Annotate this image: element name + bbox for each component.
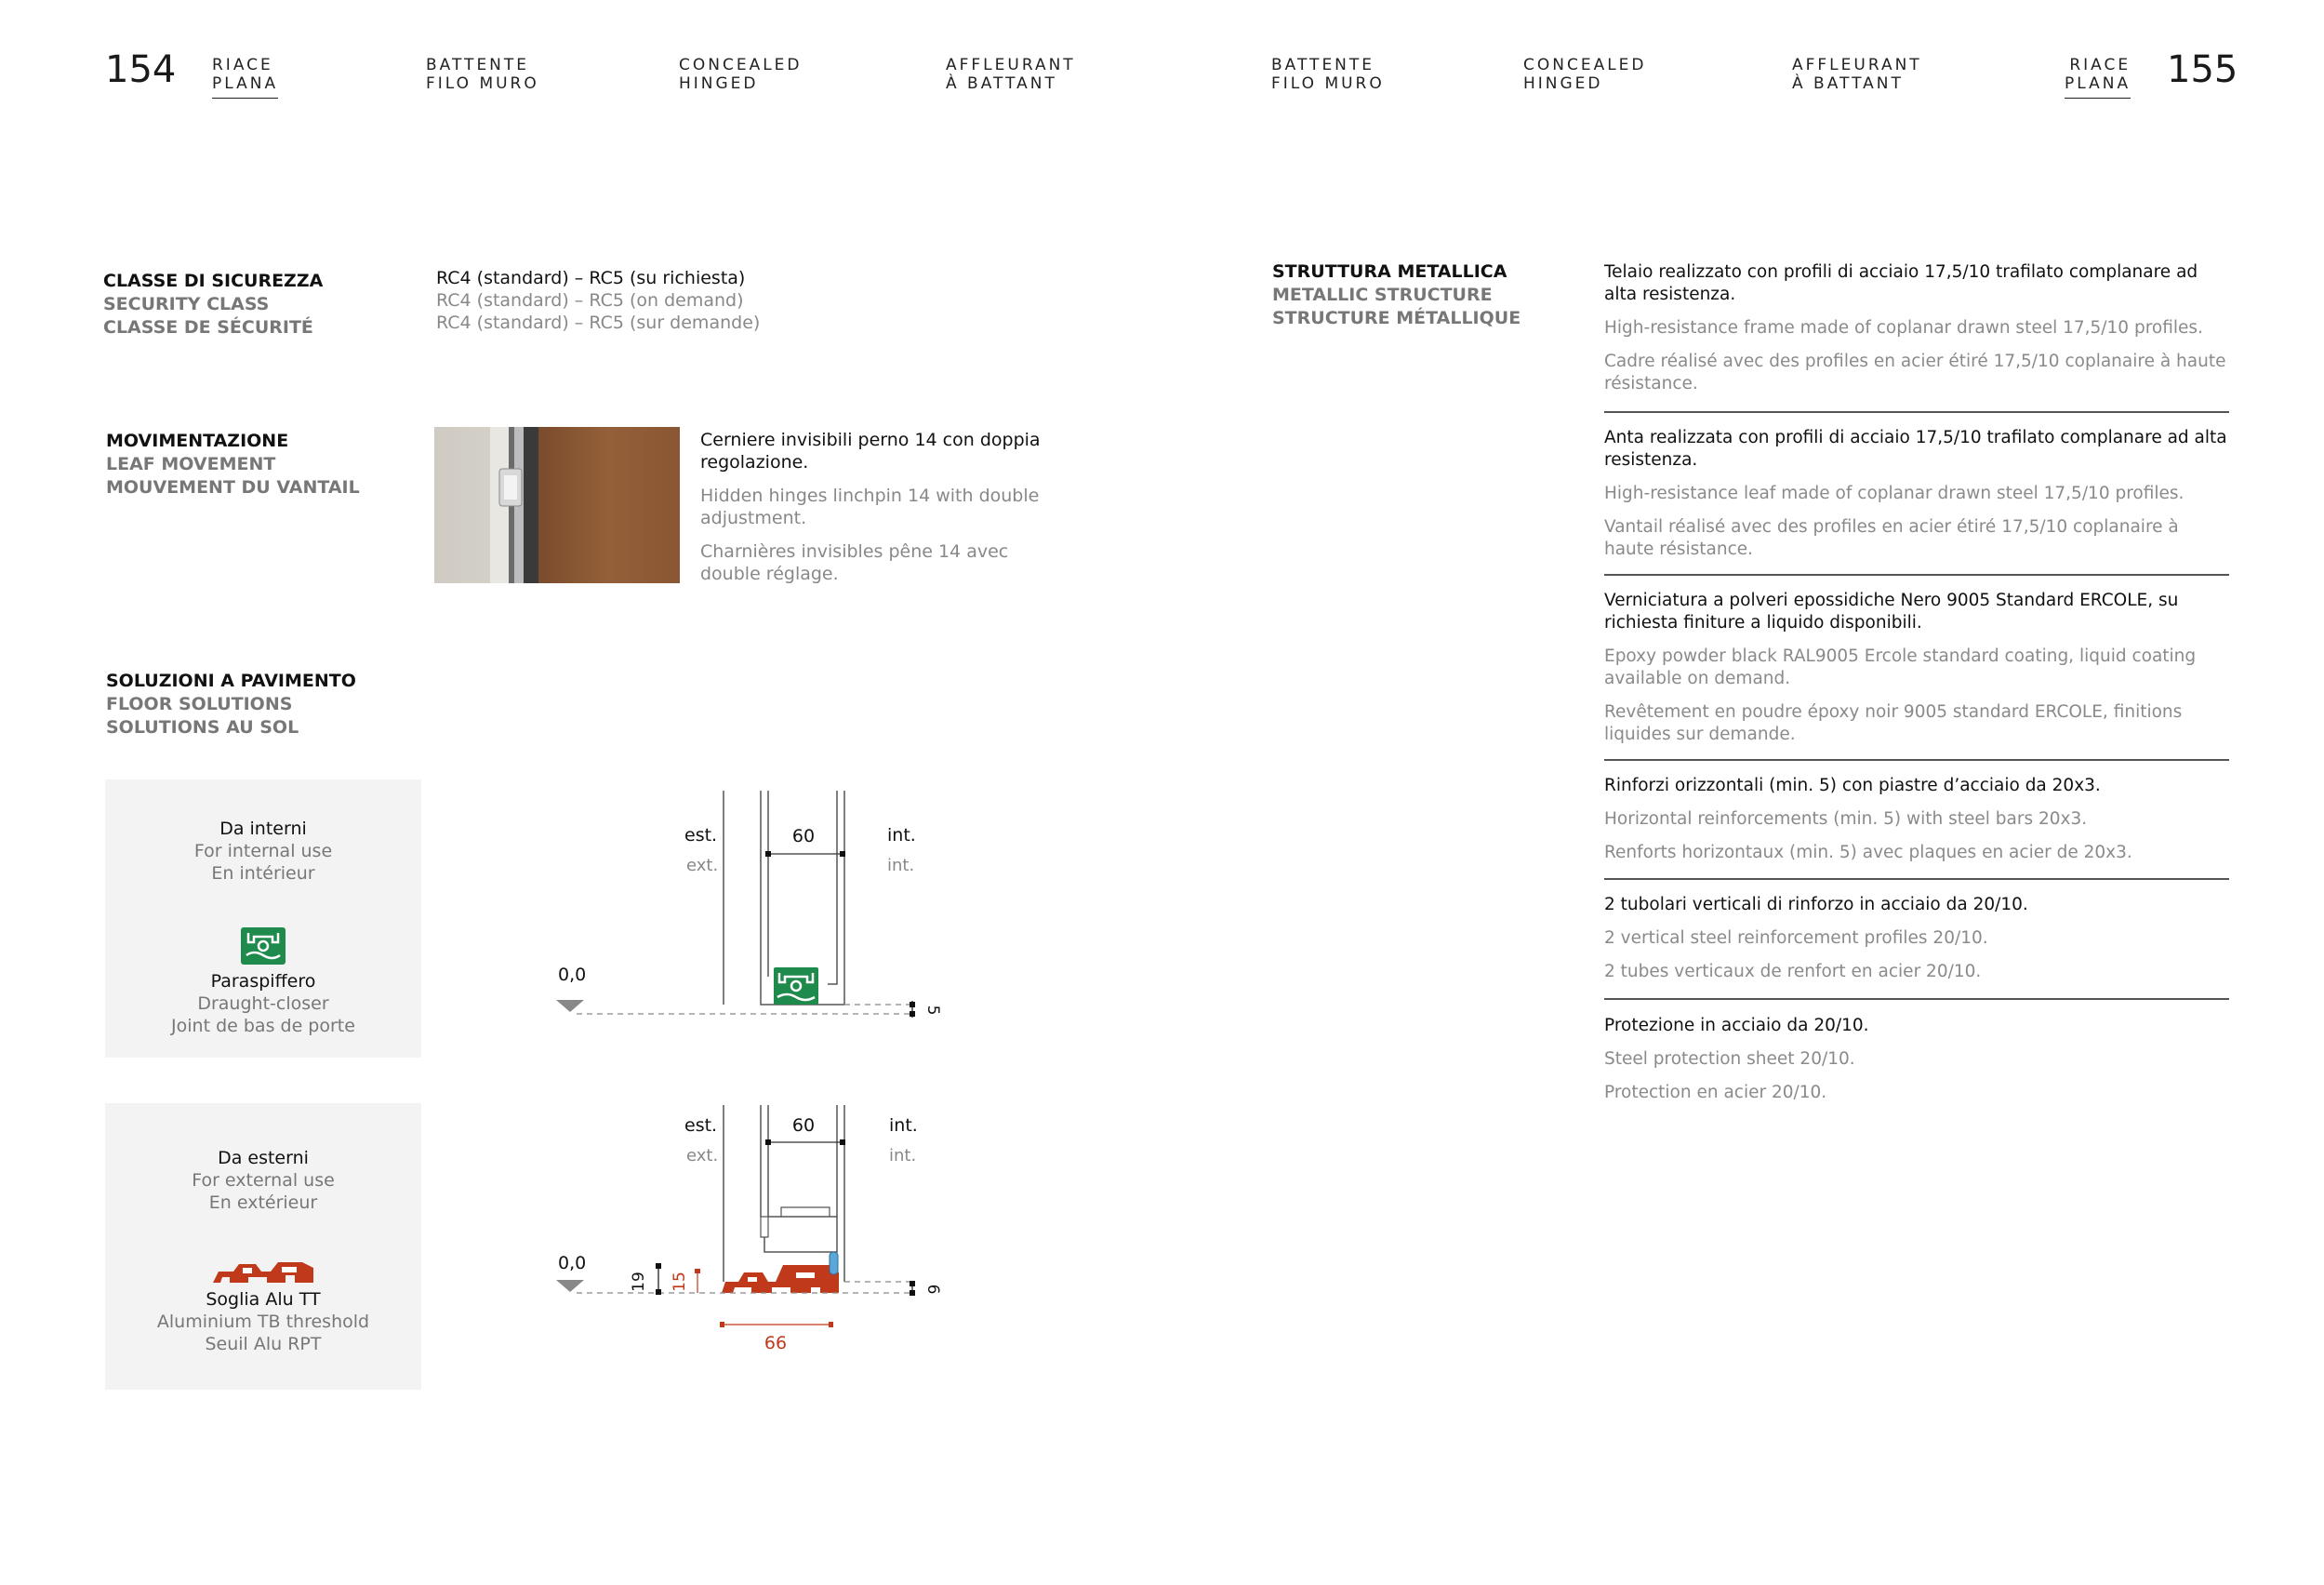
label-en: FLOOR SOLUTIONS [106, 694, 293, 714]
value-it: RC4 (standard) – RC5 (su richiesta) [436, 268, 746, 288]
divider [1604, 759, 2229, 761]
divider [1604, 998, 2229, 1000]
nav-concealed-left[interactable] [679, 56, 803, 93]
spec-protection [1604, 1015, 2229, 1104]
internal-title-it: Da interni [219, 819, 307, 839]
dim-width: 60 [791, 1115, 816, 1136]
nav-riace-plana-left[interactable] [212, 56, 278, 99]
divider [1604, 574, 2229, 576]
spec-fr: Revêtement en poudre époxy noir 9005 standard ERCOLE, finitions liquides sur demande. [1604, 702, 2183, 744]
divider [1604, 411, 2229, 413]
metallic-structure-label [1272, 260, 1521, 330]
spec-leaf [1604, 427, 2229, 561]
nav-line1: AFFLEURANT [946, 56, 1076, 74]
page-number-left: 154 [105, 48, 177, 91]
nav-line2: À BATTANT [946, 74, 1057, 93]
spec-horizontal-reinforcements [1604, 775, 2229, 864]
leaf-movement-label [106, 430, 360, 499]
nav-line1: RIACE [212, 56, 273, 74]
external-use-box [105, 1103, 421, 1390]
nav-battente-right[interactable] [1271, 56, 1385, 93]
draught-closer-icon [241, 927, 286, 965]
internal-use-box [105, 779, 421, 1058]
internal-item-fr: Joint de bas de porte [171, 1016, 355, 1036]
nav-line2: À BATTANT [1792, 74, 1904, 93]
external-item-en: Aluminium TB threshold [156, 1312, 370, 1332]
dim-15: 15 [671, 1272, 689, 1292]
spec-en: Epoxy powder black RAL9005 Ercole standard coating, liquid coating available on demand. [1604, 646, 2197, 688]
internal-title-en: For internal use [193, 841, 333, 861]
spec-it: Verniciatura a polveri epossidiche Nero 9005 Standard ERCOLE, su richiesta finiture a liquido disponibili. [1604, 591, 2179, 633]
nav-line1: BATTENTE [1271, 56, 1375, 74]
draught-closer-section [774, 967, 818, 1005]
label-it: CLASSE DI SICUREZZA [103, 271, 324, 291]
hinges-description [700, 429, 1072, 585]
page-number-right: 155 [2167, 48, 2238, 91]
spec-en: Horizontal reinforcements (min. 5) with steel bars 20x3. [1604, 809, 2088, 829]
label-it: STRUTTURA METALLICA [1272, 261, 1507, 282]
internal-title-fr: En intérieur [211, 863, 315, 884]
nav-line2: PLANA [212, 74, 279, 93]
nav-line2: FILO MURO [426, 74, 539, 93]
desc-it: Cerniere invisibili perno 14 con doppia regolazione. [700, 430, 1041, 473]
dim-66: 66 [764, 1333, 788, 1353]
spec-vertical-tubes [1604, 894, 2229, 983]
nav-battente-left[interactable] [426, 56, 539, 93]
spec-it: Rinforzi orizzontali (min. 5) con piastre d’acciaio da 20x3. [1604, 776, 2101, 795]
dim-gap: 6 [923, 1284, 942, 1295]
threshold-section [722, 1252, 839, 1293]
label-zero: 0,0 [558, 965, 587, 985]
dim-19: 19 [630, 1272, 648, 1292]
nav-affleurant-left[interactable] [946, 56, 1076, 93]
label-en: METALLIC STRUCTURE [1272, 285, 1493, 305]
internal-item-it: Paraspiffero [210, 971, 316, 992]
spec-coating [1604, 590, 2229, 746]
threshold-icon [211, 1259, 315, 1286]
external-title-it: Da esterni [218, 1148, 309, 1168]
label-fr: CLASSE DE SÉCURITÉ [103, 317, 313, 338]
external-item-it: Soglia Alu TT [206, 1289, 321, 1310]
nav-line1: AFFLEURANT [1792, 56, 1922, 74]
spec-it: Protezione in acciaio da 20/10. [1604, 1016, 1869, 1035]
nav-line2: FILO MURO [1271, 74, 1385, 93]
label-en: LEAF MOVEMENT [106, 454, 276, 474]
nav-line1: CONCEALED [1523, 56, 1647, 74]
label-est: est. [684, 825, 718, 846]
spec-en: 2 vertical steel reinforcement profiles 20/10. [1604, 928, 1988, 948]
label-int-en: int. [887, 856, 915, 875]
security-class-label [103, 270, 323, 340]
spec-fr: Vantail réalisé avec des profiles en acier étiré 17,5/10 coplanaire à haute résistance. [1604, 517, 2179, 559]
hinge-photo [434, 427, 680, 583]
spec-fr: 2 tubes verticaux de renfort en acier 20/10. [1604, 962, 1982, 981]
spec-fr: Cadre réalisé avec des profiles en acier étiré 17,5/10 coplanaire à haute résistance. [1604, 352, 2226, 393]
label-int-en: int. [889, 1146, 917, 1165]
security-class-value [436, 267, 760, 334]
external-section-drawing [539, 1105, 967, 1356]
external-title-fr: En extérieur [208, 1192, 318, 1213]
nav-concealed-right[interactable] [1523, 56, 1647, 93]
nav-riace-plana-right[interactable] [2065, 56, 2131, 99]
label-fr: STRUCTURE MÉTALLIQUE [1272, 308, 1521, 328]
external-item-fr: Seuil Alu RPT [205, 1334, 322, 1354]
floor-solutions-label [106, 670, 356, 739]
label-it: SOLUZIONI A PAVIMENTO [106, 671, 356, 691]
label-zero: 0,0 [558, 1253, 587, 1273]
spec-fr: Renforts horizontaux (min. 5) avec plaques en acier de 20x3. [1604, 843, 2132, 862]
spec-fr: Protection en acier 20/10. [1604, 1083, 1827, 1102]
spec-frame [1604, 261, 2229, 395]
internal-section-drawing [539, 791, 967, 1032]
label-it: MOVIMENTAZIONE [106, 431, 289, 451]
label-est: est. [684, 1115, 718, 1136]
spec-en: High-resistance frame made of coplanar drawn steel 17,5/10 profiles. [1604, 318, 2203, 338]
nav-line1: CONCEALED [679, 56, 803, 74]
internal-item-en: Draught-closer [197, 993, 329, 1014]
desc-fr: Charnières invisibles pêne 14 avec double réglage. [700, 541, 1009, 584]
external-title-en: For external use [192, 1170, 335, 1191]
nav-affleurant-right[interactable] [1792, 56, 1922, 93]
label-ext: ext. [686, 1146, 719, 1165]
label-int: int. [889, 1115, 918, 1136]
dim-gap: 5 [923, 1005, 942, 1016]
spec-en: Steel protection sheet 20/10. [1604, 1049, 1855, 1069]
label-int: int. [887, 825, 916, 846]
spec-en: High-resistance leaf made of coplanar drawn steel 17,5/10 profiles. [1604, 484, 2185, 503]
label-fr: SOLUTIONS AU SOL [106, 717, 299, 738]
spec-it: Telaio realizzato con profili di acciaio 17,5/10 trafilato complanare ad alta resistenza. [1604, 262, 2198, 304]
nav-line1: RIACE [2069, 56, 2131, 74]
spec-it: Anta realizzata con profili di acciaio 17,5/10 trafilato complanare ad alta resistenza. [1604, 428, 2227, 470]
dim-width: 60 [791, 826, 816, 846]
spec-it: 2 tubolari verticali di rinforzo in acciaio da 20/10. [1604, 895, 2028, 914]
nav-line2: PLANA [2065, 74, 2131, 93]
divider [1604, 878, 2229, 880]
nav-line1: BATTENTE [426, 56, 530, 74]
label-ext: ext. [686, 856, 719, 875]
label-en: SECURITY CLASS [103, 294, 270, 314]
value-fr: RC4 (standard) – RC5 (sur demande) [436, 313, 761, 333]
desc-en: Hidden hinges linchpin 14 with double adjustment. [700, 486, 1040, 528]
nav-line2: HINGED [679, 74, 759, 93]
label-fr: MOUVEMENT DU VANTAIL [106, 477, 360, 498]
value-en: RC4 (standard) – RC5 (on demand) [436, 290, 744, 311]
nav-line2: HINGED [1523, 74, 1603, 93]
